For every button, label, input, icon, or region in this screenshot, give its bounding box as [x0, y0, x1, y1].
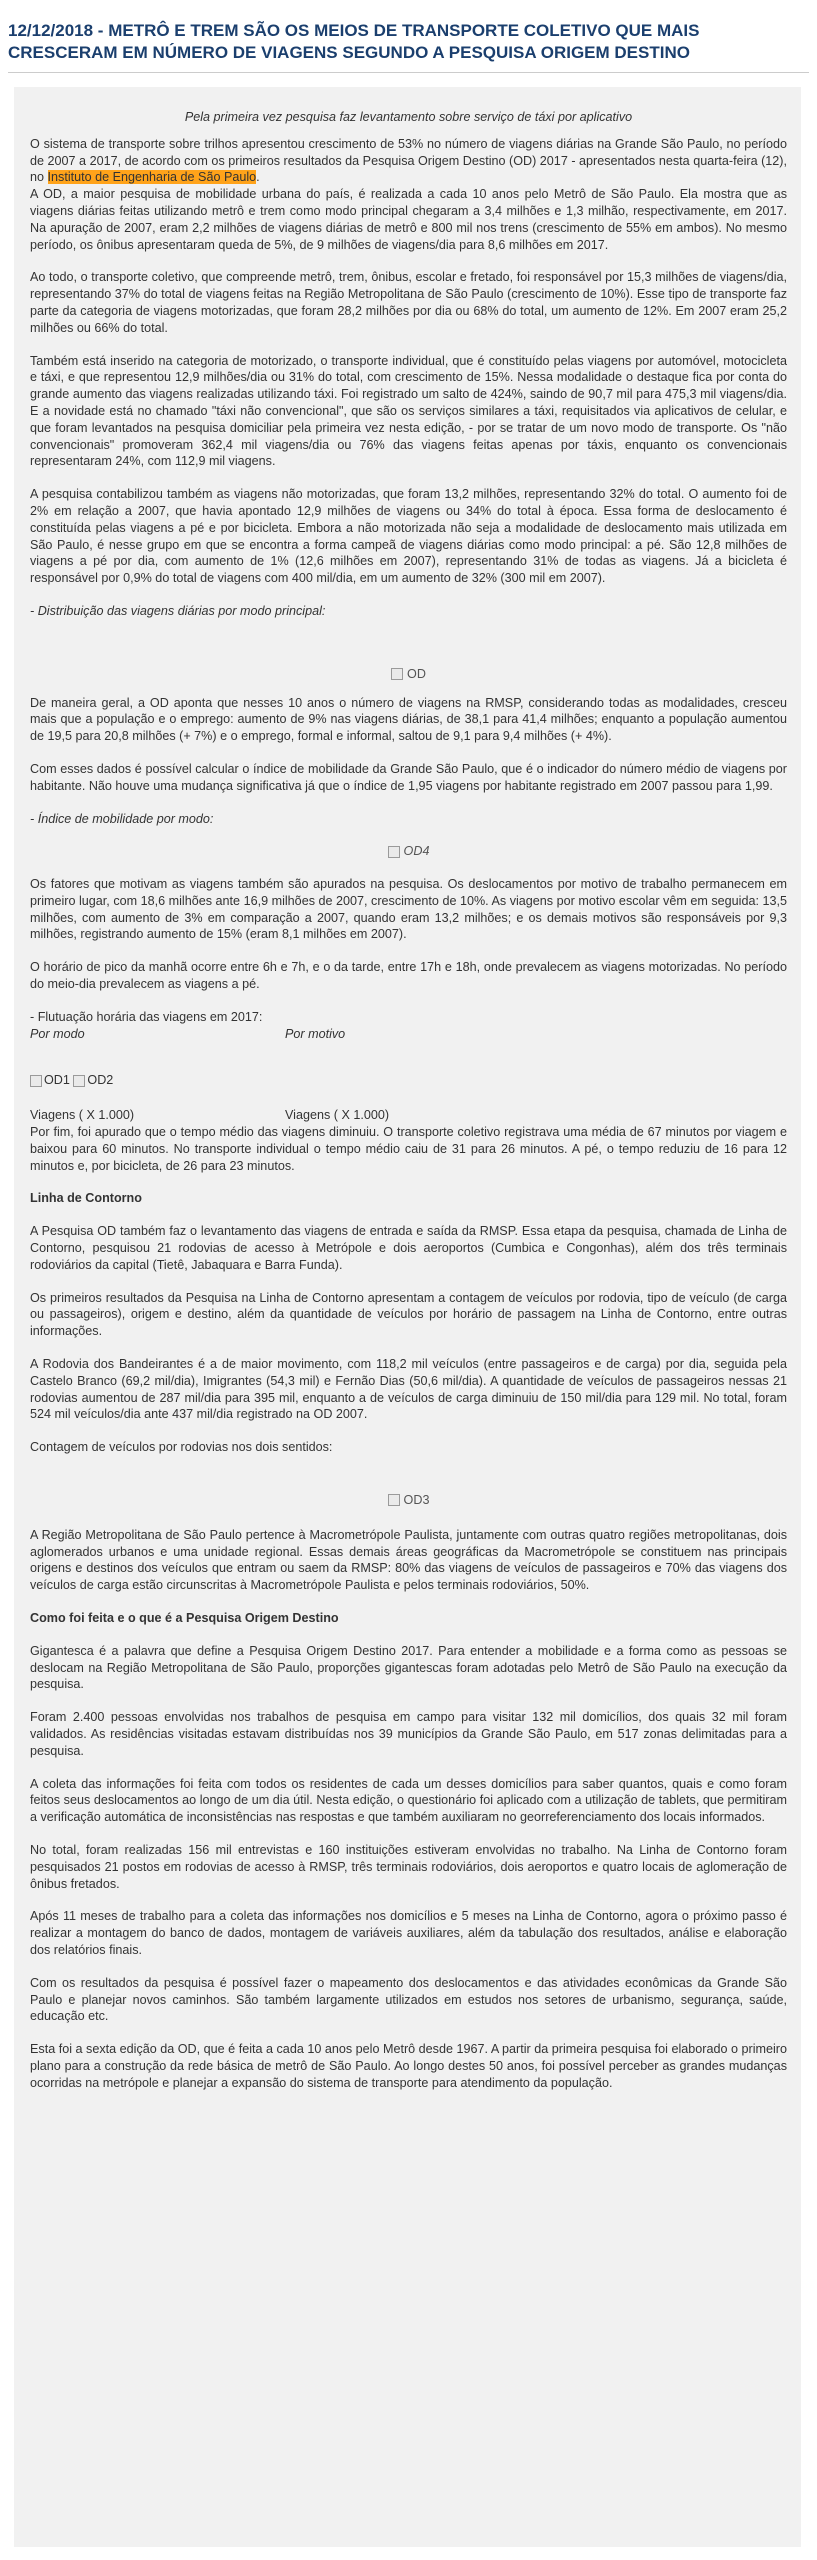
image-od: [30, 636, 787, 683]
image-od4-alt: OD4: [403, 844, 430, 859]
image-od3-alt: OD3: [403, 1493, 430, 1508]
paragraph-1-end: .: [256, 170, 260, 185]
heading-linha-contorno: Linha de Contorno: [30, 1191, 142, 1206]
paragraph-20: Esta foi a sexta edição da OD, que é feita a cada 10 anos pelo Metrô desde 1967. A partir da primeira pesquisa foi elaborado o primeiro plano para a construção da rede básica de metrô de São Paulo. Ao longo destes 50 anos, foi possível perceber as grandes mudanças ocorridas na metrópole e planejar a expansão do sistema de transporte para atendimento da população.: [30, 2042, 787, 2090]
paragraph-7: Os fatores que motivam as viagens também são apurados na pesquisa. Os deslocamentos por motivo de trabalho permanecem em primeiro lugar, com 18,6 milhões ante 16,9 milhões de 2007, crescimento de 10%. As viagens por motivo escolar vêm em seguida: 13,5 milhões, com aumento de 3% em comparação a 2007, quando eram 13,2 milhões; e os demais motivos são responsáveis por 9,3 milhões, registrando aumento de 15% (eram 8,1 milhões em 2007).: [30, 877, 787, 942]
heading-como-foi-feita: Como foi feita e o que é a Pesquisa Origem Destino: [30, 1611, 339, 1625]
label-por-modo: Por modo: [30, 1026, 85, 1041]
paragraph-11: Os primeiros resultados da Pesquisa na Linha de Contorno apresentam a contagem de veículos por rodovia, tipo de veículo (de carga ou passageiros), origem e destino, além da quantidade de veículos por horário de passagem na Linha de Contorno, entre outras informações.: [30, 1290, 787, 1339]
hourly-chart-labels: [30, 1026, 787, 1043]
broken-image-icon: [388, 846, 400, 858]
paragraph-15: Foram 2.400 pessoas envolvidas nos trabalhos de pesquisa em campo para visitar 132 mil domicílios, dos quais 32 mil foram validados. As residências visitadas estavam distribuídas nos 39 municípios da Grande São Paulo, em 517 zonas delimitadas para a pesquisa.: [30, 1710, 787, 1758]
label-viagens-2: Viagens ( X 1.000): [285, 1108, 390, 1123]
image-od-alt: OD: [407, 666, 426, 681]
article-body: [14, 87, 801, 2547]
paragraph-5: De maneira geral, a OD aponta que nesses 10 anos o número de viagens na RMSP, considerando todas as modalidades, cresceu mais que a população e o emprego: aumento de 9% nas viagens diárias, de 38,1 para 41,4 milhões; enquanto a população aumentou de 19,5 para 20,8 milhões (+ 7%) e o emprego, formal e informal, saltou de 9,1 para 9,4 milhões (+ 4%).: [30, 695, 787, 744]
article-lead: Pela primeira vez pesquisa faz levantamento sobre serviço de táxi por aplicativo: [184, 110, 633, 124]
caption-distribution: - Distribuição das viagens diárias por modo principal:: [30, 603, 326, 618]
paragraph-1-text: O sistema de transporte sobre trilhos apresentou crescimento de 53% no número de viagens diárias na Grande São Paulo, no período de 2007 a 2017, de acordo com os primeiros resultados da Pesquisa Origem Destino (OD) 2017 - apresentados nesta quarta-feira (12), no: [30, 136, 787, 185]
broken-image-icon: [30, 1075, 42, 1087]
paragraph-13: A Região Metropolitana de São Paulo pertence à Macrometrópole Paulista, juntamente com outras quatro regiões metropolitanas, dois aglomerados urbanos e uma unidade regional. Essas demais áreas geográficas da Macrometrópole se constituem nas principais origens e destinos dos veículos que entram ou saem da RMSP: 80% das viagens de veículos de passageiros e 70% das viagens dos veículos de carga estão circunscritas à Macrometrópole Paulista e pelos terminais rodoviários, 50%.: [30, 1527, 787, 1593]
broken-image-icon: [73, 1075, 85, 1087]
paragraph-17: No total, foram realizadas 156 mil entrevistas e 160 instituições estiveram envolvidas no trabalho. Na Linha de Contorno foram pesquisados 21 postos em rodovias de acesso à RMSP, três terminais rodoviários, dois aeroportos e quatro locais de aglomeração de ônibus fretados.: [30, 1842, 787, 1891]
paragraph-1: [30, 136, 787, 186]
paragraph-8: O horário de pico da manhã ocorre entre 6h e 7h, e o da tarde, entre 17h e 18h, onde prevalecem as viagens motorizadas. No período do meio-dia prevalecem as viagens a pé.: [30, 960, 787, 992]
caption-index: - Índice de mobilidade por modo:: [30, 811, 214, 826]
paragraph-4: A pesquisa contabilizou também as viagens não motorizadas, que foram 13,2 milhões, representando 32% do total. O aumento foi de 2% em relação a 2007, que havia apontado 12,9 milhões de viagens ou 34% do total à época. Essa forma de deslocamento é constituída pelas viagens a pé e por bicicleta. Embora a não motorizada não seja a modalidade de deslocamento mais utilizada em São Paulo, é nesse grupo em que se encontra a forma campeã de viagens diárias como modo principal: a pé. São 12,8 milhões de viagens a pé por dia, com aumento de 1% (12,6 milhões em 2007), representando 31% de todas as viagens. Já a bicicleta é responsável por 0,9% do total de viagens com 400 mil/dia, em um aumento de 32% (300 mil em 2007).: [30, 487, 787, 586]
image-od1-alt: OD1: [44, 1073, 70, 1088]
paragraph-14: Gigantesca é a palavra que define a Pesquisa Origem Destino 2017. Para entender a mobilidade e a forma como as pessoas se deslocam na Região Metropolitana de São Paulo, proporções gigantescas foram adotadas pelo Metrô de São Paulo na execução da pesquisa.: [30, 1643, 787, 1692]
title-divider: [8, 72, 809, 73]
paragraph-2: Ao todo, o transporte coletivo, que compreende metrô, trem, ônibus, escolar e fretado, foi responsável por 15,3 milhões de viagens/dia, representando 37% do total de viagens feitas na Região Metropolitana de São Paulo (crescimento de 10%). Esse tipo de transporte faz parte da categoria de viagens motorizadas, que foram 28,2 milhões por dia ou 68% do total, um aumento de 12%. Em 2007 eram 25,2 milhões ou 66% do total.: [30, 270, 787, 335]
broken-image-icon: [388, 1494, 400, 1506]
image-od3: [30, 1472, 787, 1509]
hourly-images: [30, 1072, 787, 1089]
paragraph-6: Com esses dados é possível calcular o índice de mobilidade da Grande São Paulo, que é o indicador do número médio de viagens por habitante. Não houve uma mudança significativa já que o índice de 1,95 viagens por habitante registrado em 2007 passou para 1,99.: [30, 761, 787, 793]
paragraph-1b: A OD, a maior pesquisa de mobilidade urbana do país, é realizada a cada 10 anos pelo Metrô de São Paulo. Ela mostra que as viagens diárias feitas utilizando metrô e trem como modo principal chegaram a 3,4 milhões e 1,3 milhão, respectivamente, em 2017. Na apuração de 2007, eram 2,2 milhões de viagens diárias de metrô e 800 mil nos trens (crescimento de 55% em ambos). No mesmo período, os ônibus apresentaram queda de 5%, de 9 milhões de viagens/dia para 8,6 milhões em 2017.: [30, 187, 787, 252]
paragraph-10: A Pesquisa OD também faz o levantamento das viagens de entrada e saída da RMSP. Essa etapa da pesquisa, chamada de Linha de Contorno, pesquisou 21 rodovias de acesso à Metrópole e dois aeroportos (Cumbica e Congonhas), além dos três terminais rodoviários da capital (Tietê, Jabaquara e Barra Funda).: [30, 1224, 787, 1272]
caption-vehicles: Contagem de veículos por rodovias nos dois sentidos:: [30, 1440, 333, 1455]
caption-hourly: - Flutuação horária das viagens em 2017:: [30, 1009, 263, 1024]
paragraph-9: Por fim, foi apurado que o tempo médio das viagens diminuiu. O transporte coletivo registrava uma média de 67 minutos por viagem e baixou para 60 minutos. No transporte individual o tempo médio caiu de 31 para 26 minutos. A pé, o tempo reduziu de 16 para 12 minutos e, por bicicleta, de 26 para 23 minutos.: [30, 1125, 787, 1173]
label-viagens-1: Viagens ( X 1.000): [30, 1108, 135, 1123]
paragraph-12: A Rodovia dos Bandeirantes é a de maior movimento, com 118,2 mil veículos (entre passageiros e de carga) por dia, seguida pela Castelo Branco (69,2 mil/dia), Imigrantes (54,3 mil) e Fernão Dias (50,6 mil/dia). A quantidade de veículos de passageiros nessas 21 rodovias aumentou de 287 mil/dia para 395 mil, enquanto a de veículos de carga diminuiu de 150 mil/dia para 129 mil. No total, foram 524 mil veículos/dia ante 437 mil/dia registrado na OD 2007.: [30, 1357, 787, 1422]
paragraph-19: Com os resultados da pesquisa é possível fazer o mapeamento dos deslocamentos e das atividades econômicas da Grande São Paulo e planejar novos caminhos. São também largamente utilizados em estudos nos setores de urbanismo, segurança, saúde, educação etc.: [30, 1975, 787, 2024]
label-por-motivo: Por motivo: [285, 1026, 346, 1041]
broken-image-icon: [391, 668, 403, 680]
paragraph-3: Também está inserido na categoria de motorizado, o transporte individual, que é constituído pelas viagens por automóvel, motocicleta e táxi, e que representou 12,9 milhões/dia ou 31% do total, com crescimento de 15%. Nessa modalidade o destaque fica por conta do grande aumento das viagens realizadas utilizando táxi. Foi registrado um salto de 424%, saindo de 90,7 mil para 475,3 mil viagens/dia. E a novidade está no chamado "táxi não convencional", que são os serviços similares a táxi, requisitados via aplicativos de celular, e que foram levantados na pesquisa domiciliar pela primeira vez nesta edição, - por se tratar de um novo modo de transporte. Os "não convencionais" promoveram 362,4 mil viagens/dia ou 76% das viagens feitas apenas por táxis, enquanto os convencionais representaram 24%, com 112,9 mil viagens.: [30, 353, 787, 469]
paragraph-18: Após 11 meses de trabalho para a coleta das informações nos domicílios e 5 meses na Linha de Contorno, agora o próximo passo é realizar a montagem do banco de dados, montagem de variáveis auxiliares, além da tabulação dos resultados, análise e elaboração dos relatórios finais.: [30, 1909, 787, 1957]
article-title: 12/12/2018 - METRÔ E TREM SÃO OS MEIOS DE TRANSPORTE COLETIVO QUE MAIS CRESCERAM EM NÚMERO DE VIAGENS SEGUNDO A PESQUISA ORIGEM DESTINO: [8, 21, 700, 62]
image-od2-alt: OD2: [87, 1073, 114, 1088]
highlighted-institute: Instituto de Engenharia de São Paulo: [47, 170, 257, 185]
image-od4: [30, 843, 787, 860]
viagens-axis-labels: [30, 1107, 787, 1124]
paragraph-16: A coleta das informações foi feita com todos os residentes de cada um desses domicílios para saber quantos, quais e como foram feitos seus deslocamentos ao longo de um dia útil. Nesta edição, o questionário foi aplicado com a utilização de tablets, que permitiram a verificação automática de inconsistências nas respostas e que também auxiliaram no georreferenciamento dos locais informados.: [30, 1776, 787, 1825]
